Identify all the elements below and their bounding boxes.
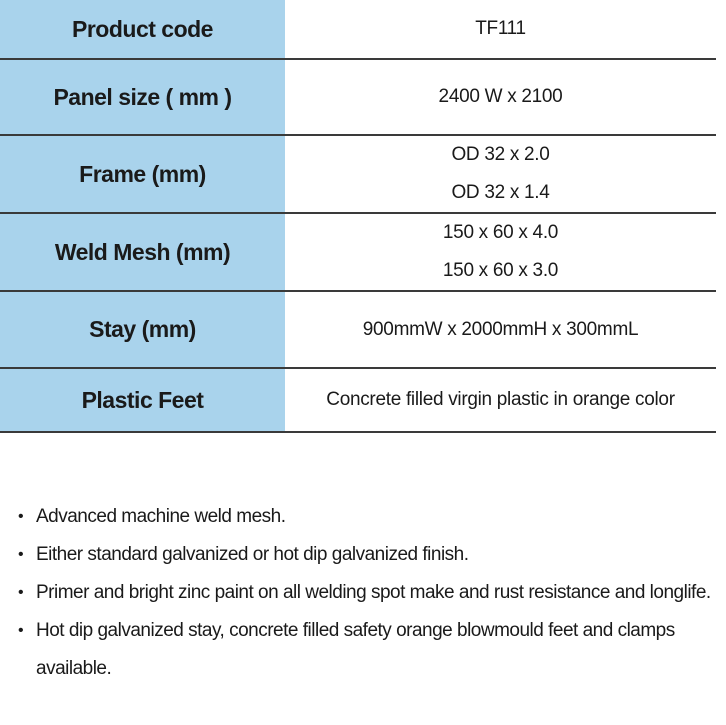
feature-item: [16, 498, 716, 536]
spec-row-plastic-feet: [0, 368, 716, 432]
spec-label: Panel size ( mm ): [0, 59, 285, 135]
spec-row-product-code: [0, 0, 716, 59]
spec-row-panel-size: [0, 59, 716, 135]
spec-row-frame: [0, 135, 716, 213]
spec-value: 150 x 60 x 4.0: [442, 222, 559, 243]
spec-label: Plastic Feet: [0, 368, 285, 432]
spec-value: OD 32 x 1.4: [451, 182, 550, 203]
spec-label: Stay (mm): [0, 291, 285, 368]
spec-value-cell: [285, 213, 716, 291]
spec-label: Frame (mm): [0, 135, 285, 213]
feature-list: [16, 498, 716, 688]
spec-value: OD 32 x 2.0: [451, 144, 550, 165]
spec-value: 2400 W x 2100: [438, 86, 563, 107]
spec-value-cell: [285, 59, 716, 135]
spec-label: Weld Mesh (mm): [0, 213, 285, 291]
bullet-icon: •: [18, 546, 24, 563]
spec-row-weld-mesh: [0, 213, 716, 291]
bullet-icon: •: [18, 584, 24, 601]
spec-label: Product code: [0, 0, 285, 59]
bullet-icon: •: [18, 622, 24, 639]
spec-value-cell: [285, 291, 716, 368]
spec-value: TF111: [475, 18, 526, 39]
feature-text: Either standard galvanized or hot dip galvanized finish.: [36, 544, 469, 565]
feature-text: Advanced machine weld mesh.: [36, 506, 286, 527]
spec-row-stay: [0, 291, 716, 368]
feature-text: Primer and bright zinc paint on all welding spot make and rust resistance and longlife.: [36, 582, 711, 603]
spec-value: Concrete filled virgin plastic in orange color: [326, 389, 675, 410]
feature-item: [16, 536, 716, 574]
spec-value-cell: [285, 135, 716, 213]
spec-value-cell: [285, 0, 716, 59]
spec-value-cell: [285, 368, 716, 432]
spec-value: 900mmW x 2000mmH x 300mmL: [362, 318, 639, 340]
feature-item: [16, 574, 716, 612]
spec-value: 150 x 60 x 3.0: [442, 260, 559, 281]
feature-text: Hot dip galvanized stay, concrete filled safety orange blowmould feet and clamps available.: [36, 620, 675, 679]
feature-item: [16, 612, 716, 688]
bullet-icon: •: [18, 508, 24, 525]
